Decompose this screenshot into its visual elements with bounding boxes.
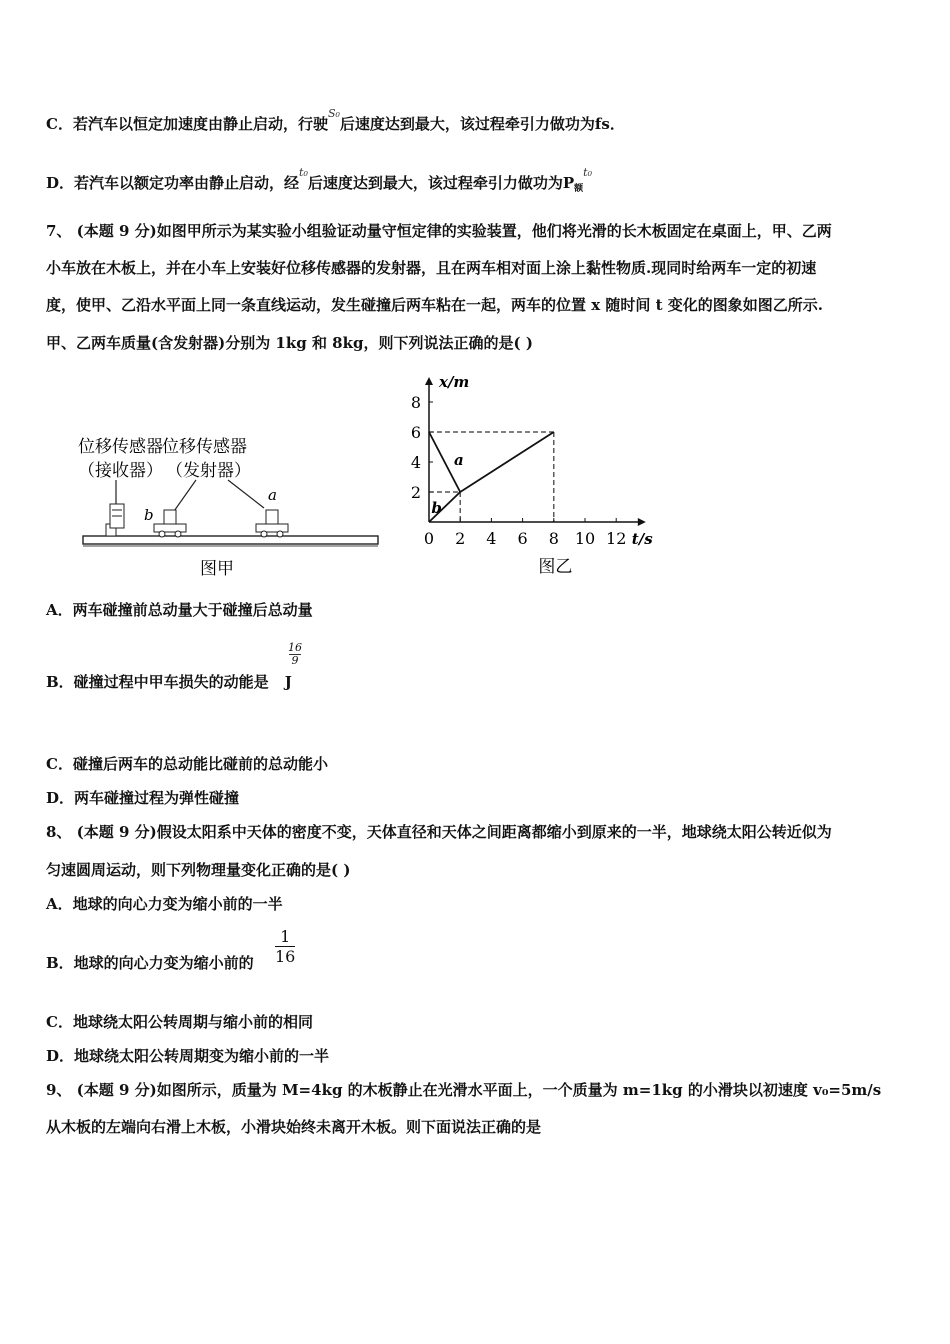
q7-stem-line-4: 甲、乙两车质量(含发射器)分别为 1kg 和 8kg，则下列说法正确的是( ) [46, 334, 533, 352]
cart-a-label: a [268, 486, 277, 504]
fraction-denominator: 9 [291, 654, 299, 667]
q8-option-b-text: B．地球的向心力变为缩小前的 [46, 954, 254, 972]
q7-option-c[interactable]: C．碰撞后两车的总动能比碰前的总动能小 [46, 755, 328, 773]
q7-option-b-fraction [288, 642, 302, 667]
q6-option-d-label: D． [46, 174, 75, 192]
chart-x-tick-label: 2 [455, 529, 466, 548]
cart-a-wheel [277, 531, 283, 537]
q8-option-a[interactable]: A．地球的向心力变为缩小前的一半 [46, 895, 283, 913]
q8-option-c[interactable]: C．地球绕太阳公转周期与缩小前的相同 [46, 1013, 313, 1031]
q6-option-c-symbol: S₀ [327, 107, 340, 120]
q9-stem-line-2: 从木板的左端向右滑上木板，小滑块始终未离开木板。则下面说法正确的是 [46, 1118, 542, 1136]
chart-y-axis-arrow [425, 377, 433, 385]
q7-option-b-text: B．碰撞过程中甲车损失的动能是 [46, 673, 269, 691]
cart-b-wheel [159, 531, 165, 537]
q7-stem-line-2: 小车放在木板上，并在小车上安装好位移传感器的发射器，且在两车相对面上涂上黏性物质.现同时给两车一定的初速 [46, 259, 817, 277]
chart-y-tick-label: 8 [410, 393, 421, 412]
q8-option-d[interactable]: D．地球绕太阳公转周期变为缩小前的一半 [46, 1047, 330, 1065]
cart-a-wheel [261, 531, 267, 537]
fraction-numerator: 1 [280, 927, 291, 946]
cart-a-emitter [266, 510, 278, 524]
emitter-label-1: 位移传感器 [162, 437, 247, 457]
q7-option-b[interactable] [46, 672, 292, 692]
emitter-pointer-a [228, 480, 264, 508]
chart-y-label: x/m [439, 373, 470, 391]
chart-x-axis-arrow [638, 518, 646, 526]
q8-option-b[interactable] [46, 953, 254, 973]
chart-series-label-b: b [431, 499, 442, 517]
chart-x-tick-label: 0 [423, 529, 435, 548]
cart-b-wheel [175, 531, 181, 537]
chart-series-label-a: a [453, 451, 464, 469]
q6-option-d-symbol: t₀ [299, 166, 308, 179]
figure-yi-caption: 图乙 [538, 557, 573, 577]
emitter-label-2: （发射器） [166, 461, 251, 481]
cart-b-label: b [144, 506, 154, 524]
q6-option-c[interactable] [46, 107, 625, 136]
q7-option-d[interactable]: D．两车碰撞过程为弹性碰撞 [46, 789, 240, 807]
q6-option-c-label: C． [46, 115, 73, 133]
q7-option-b-unit: J [284, 673, 292, 691]
receiver-label-2: （接收器） [78, 461, 163, 481]
chart-x-tick-label: 12 [606, 529, 627, 548]
q6-option-d-text-end: 后速度达到最大，该过程牵引力做功为P [307, 174, 575, 192]
q6-option-c-text: 若汽车以恒定加速度由静止启动，行驶 [72, 115, 328, 133]
figure-jia-caption: 图甲 [200, 559, 234, 579]
q8-option-b-fraction [275, 928, 295, 965]
chart-x-label: t/s [631, 530, 653, 548]
fraction-denominator: 16 [275, 947, 296, 966]
cart-b [154, 524, 186, 532]
q7-stem-line-1: 7、 (本题 9 分)如图甲所示为某实验小组验证动量守恒定律的实验装置，他们将光滑的长木板固定在桌面上，甲、乙两 [46, 222, 832, 240]
q6-option-d-symbol-2: t₀ [583, 166, 593, 179]
cart-a [256, 524, 288, 532]
chart-x-tick-label: 4 [486, 529, 497, 548]
q8-stem-line-2: 匀速圆周运动，则下列物理量变化正确的是( ) [46, 861, 351, 879]
q6-option-d[interactable] [46, 166, 593, 196]
chart-x-tick-label: 8 [548, 529, 559, 548]
figure-jia [78, 430, 388, 580]
q9-stem-line-1: 9、 (本题 9 分)如图所示，质量为 M=4kg 的木板静止在光滑水平面上，一个质量为 m=1kg 的小滑块以初速度 v₀=5m/s [46, 1081, 882, 1099]
receiver-label-1: 位移传感器 [78, 437, 163, 457]
chart-y-tick-label: 4 [410, 453, 421, 472]
q7-stem-line-3: 度，使甲、乙沿水平面上同一条直线运动，发生碰撞后两车粘在一起，两车的位置 x 随时间 t 变化的图象如图乙所示. [46, 296, 823, 314]
chart-y-tick-label: 6 [410, 423, 421, 442]
q6-option-d-subscript: 额 [574, 184, 584, 194]
q6-option-c-text-end: 后速度达到最大，该过程牵引力做功为fs． [339, 115, 625, 133]
q6-option-d-text: 若汽车以额定功率由静止启动，经 [74, 174, 300, 192]
fraction-numerator: 16 [288, 641, 302, 654]
chart-x-tick-label: 6 [517, 529, 528, 548]
q7-option-a[interactable]: A．两车碰撞前总动量大于碰撞后总动量 [46, 601, 313, 619]
chart-y-tick-label: 2 [410, 483, 421, 502]
figure-yi-chart [405, 360, 735, 580]
cart-b-emitter [164, 510, 176, 524]
q8-stem-line-1: 8、 (本题 9 分)假设太阳系中天体的密度不变，天体直径和天体之间距离都缩小到原来的一半，地球绕太阳公转近似为 [46, 823, 832, 841]
emitter-pointer-b [172, 480, 196, 514]
chart-x-tick-label: 10 [574, 529, 596, 548]
chart-series-line-combined [460, 432, 554, 492]
long-board [83, 536, 378, 544]
